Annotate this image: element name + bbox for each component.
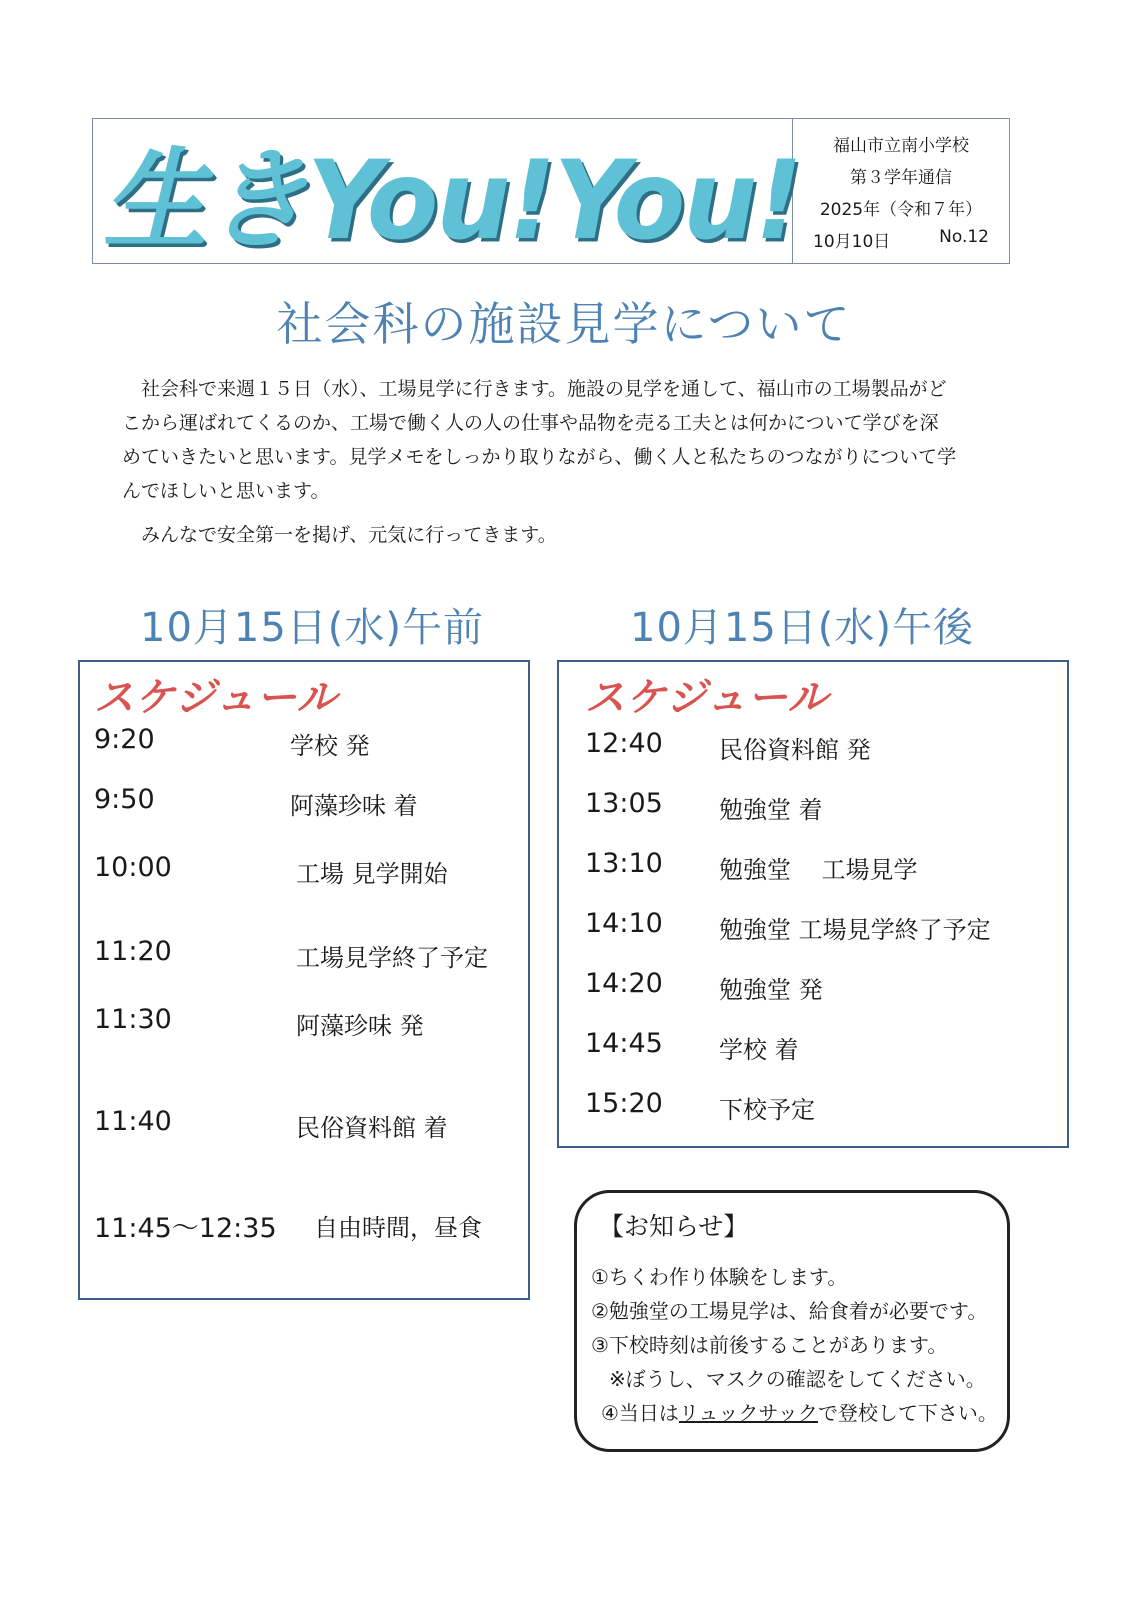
afternoon-schedule-box (557, 660, 1069, 1148)
issue-year: 2025年（令和７年） (819, 199, 983, 220)
masthead-info-panel (793, 119, 1009, 263)
notice-box (574, 1190, 1010, 1452)
schedule-time: 13:05 (585, 788, 663, 819)
schedule-time: 12:40 (585, 728, 663, 759)
notice-item: ②勉強堂の工場見学は、給食着が必要です。 (591, 1299, 988, 1323)
notice-item: ③下校時刻は前後することがあります。 (591, 1333, 948, 1357)
schedule-event: 工場 見学開始 (296, 860, 448, 888)
notice-title: 【お知らせ】 (599, 1212, 749, 1241)
schedule-time: 14:20 (585, 968, 663, 999)
schedule-event: 勉強堂 工場見学 (719, 856, 918, 884)
intro-paragraph-1 (122, 372, 992, 508)
schedule-event: 民俗資料館 発 (719, 736, 871, 764)
newsletter-name: 第３学年通信 (850, 167, 952, 188)
schedule-time: 14:45 (585, 1028, 663, 1059)
schedule-event: 工場見学終了予定 (296, 944, 488, 972)
notice-item-4-underlined: リュックサック (678, 1401, 818, 1425)
issue-date: 10月10日 (813, 231, 891, 252)
schedule-time: 10:00 (94, 852, 172, 883)
masthead (92, 118, 1010, 264)
schedule-event: 勉強堂 着 (719, 796, 823, 824)
schedule-event: 勉強堂 発 (719, 976, 823, 1004)
schedule-event: 勉強堂 工場見学終了予定 (719, 916, 991, 944)
notice-item-4 (601, 1397, 998, 1426)
afternoon-heading: 10月15日(水)午後 (630, 605, 975, 651)
schedule-event: 民俗資料館 着 (296, 1114, 448, 1142)
masthead-title-panel (93, 119, 801, 265)
schedule-event: 下校予定 (719, 1096, 815, 1124)
school-name: 福山市立南小学校 (833, 135, 969, 156)
schedule-time: 14:10 (585, 908, 663, 939)
schedule-time: 13:10 (585, 848, 663, 879)
intro-line: めていきたいと思います。見学メモをしっかり取りながら、働く人と私たちのつながりについて学 (122, 446, 957, 468)
notice-item: ※ぼうし、マスクの確認をしてください。 (609, 1367, 986, 1391)
afternoon-schedule-label: スケジュール (585, 675, 829, 721)
issue-date-row (799, 227, 1003, 252)
schedule-time: 11:40 (94, 1106, 172, 1137)
schedule-time: 9:20 (94, 724, 155, 755)
notice-item-4-suffix: で登校して下さい。 (817, 1401, 998, 1425)
morning-heading: 10月15日(水)午前 (140, 605, 485, 651)
schedule-time: 9:50 (94, 784, 155, 815)
intro-text (122, 372, 992, 552)
newsletter-logo-title: 生きYou!You! (103, 136, 801, 265)
intro-paragraph-2: みんなで安全第一を掲げ、元気に行ってきます。 (141, 524, 557, 546)
schedule-event: 学校 発 (290, 732, 370, 760)
schedule-time: 11:30 (94, 1004, 172, 1035)
issue-number: No.12 (939, 226, 989, 247)
intro-line: こから運ばれてくるのか、工場で働く人の人の仕事や品物を売る工夫とは何かについて学びを深 (122, 412, 939, 434)
morning-schedule-label: スケジュール (94, 675, 338, 721)
schedule-time: 11:20 (94, 936, 172, 967)
schedule-time: 11:45～12:35 (94, 1213, 277, 1244)
intro-line: んでほしいと思います。 (122, 480, 330, 502)
intro-line: 社会科で来週１５日（水）、工場見学に行きます。施設の見学を通して、福山市の工場製品がど (141, 378, 947, 400)
notice-item-4-prefix: ④当日は (601, 1401, 679, 1425)
schedule-time: 15:20 (585, 1088, 663, 1119)
schedule-event: 阿藻珍味 発 (296, 1012, 424, 1040)
notice-item: ①ちくわ作り体験をします。 (591, 1265, 848, 1289)
schedule-event: 学校 着 (719, 1036, 799, 1064)
morning-schedule-box (78, 660, 530, 1300)
page-headline: 社会科の施設見学について (276, 297, 852, 351)
schedule-event: 阿藻珍味 着 (290, 792, 418, 820)
schedule-event: 自由時間，昼食 (314, 1214, 482, 1242)
